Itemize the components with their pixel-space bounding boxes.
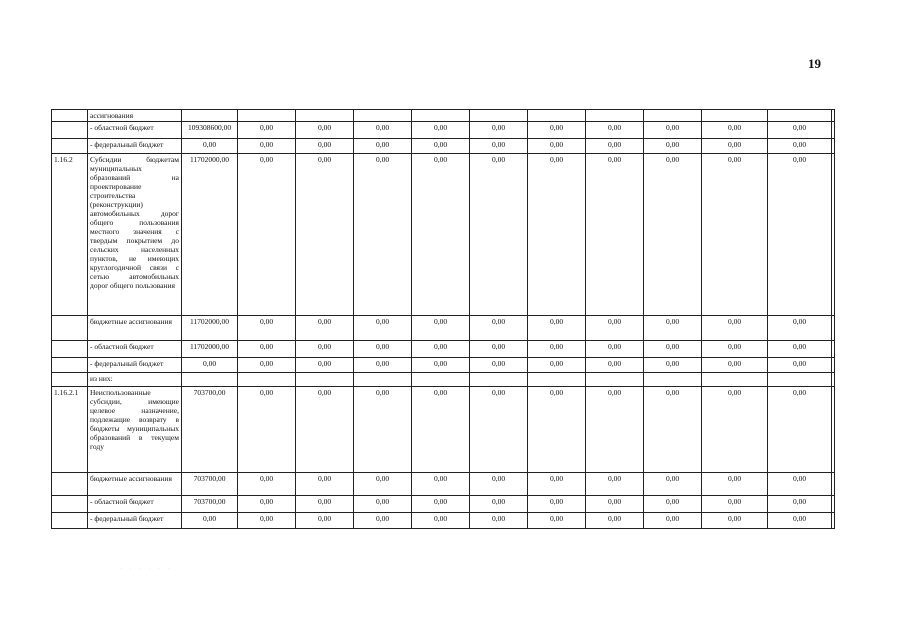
value-cell: 703700,00 <box>182 496 238 513</box>
value-cell: 0,00 <box>296 341 354 358</box>
row-code-cell <box>52 139 88 154</box>
table-row <box>52 154 835 316</box>
value-cell <box>528 373 586 387</box>
value-cell: 11702000,00 <box>182 154 238 316</box>
value-cell: 0,00 <box>412 316 470 341</box>
value-cell: 0,00 <box>296 473 354 496</box>
row-code-cell: 1.16.2.1 <box>52 387 88 473</box>
value-cell: 0,00 <box>238 139 296 154</box>
value-cell: 0,00 <box>296 496 354 513</box>
value-cell: 0,00 <box>238 316 296 341</box>
value-cell <box>586 110 644 122</box>
value-cell: 0,00 <box>238 358 296 373</box>
value-cell <box>832 154 835 316</box>
value-cell: 0,00 <box>470 387 528 473</box>
value-cell: 0,00 <box>586 496 644 513</box>
value-cell: 703700,00 <box>182 473 238 496</box>
value-cell: 0,00 <box>182 358 238 373</box>
value-cell: 0,00 <box>412 341 470 358</box>
value-cell: 0,00 <box>412 358 470 373</box>
table-row <box>52 496 835 513</box>
scan-artifact: · · · · · · <box>120 566 173 572</box>
value-cell <box>832 139 835 154</box>
value-cell <box>470 110 528 122</box>
value-cell: 0,00 <box>528 139 586 154</box>
value-cell <box>832 316 835 341</box>
value-cell: 0,00 <box>412 387 470 473</box>
value-cell: 11702000,00 <box>182 316 238 341</box>
value-cell <box>644 110 702 122</box>
value-cell: 0,00 <box>354 496 412 513</box>
value-cell: 0,00 <box>354 139 412 154</box>
value-cell <box>238 373 296 387</box>
value-cell: 0,00 <box>182 139 238 154</box>
value-cell <box>832 373 835 387</box>
value-cell: 0,00 <box>644 496 702 513</box>
value-cell: 0,00 <box>296 316 354 341</box>
value-cell: 0,00 <box>470 473 528 496</box>
value-cell: 0,00 <box>412 496 470 513</box>
value-cell: 0,00 <box>528 154 586 316</box>
value-cell <box>702 110 768 122</box>
row-description-cell: - федеральный бюджет <box>88 358 182 373</box>
value-cell <box>832 513 835 529</box>
row-description-cell: из них: <box>88 373 182 387</box>
table-row <box>52 473 835 496</box>
row-description-cell: - федеральный бюджет <box>88 513 182 529</box>
value-cell <box>768 373 832 387</box>
value-cell <box>644 373 702 387</box>
value-cell: 0,00 <box>768 358 832 373</box>
value-cell: 0,00 <box>644 154 702 316</box>
value-cell: 0,00 <box>354 387 412 473</box>
value-cell: 0,00 <box>768 513 832 529</box>
value-cell: 0,00 <box>702 513 768 529</box>
value-cell: 0,00 <box>354 122 412 139</box>
value-cell: 109308600,00 <box>182 122 238 139</box>
value-cell: 0,00 <box>586 316 644 341</box>
row-description-cell: - областной бюджет <box>88 496 182 513</box>
value-cell: 0,00 <box>702 316 768 341</box>
value-cell: 0,00 <box>768 122 832 139</box>
value-cell <box>412 110 470 122</box>
value-cell: 0,00 <box>644 122 702 139</box>
value-cell: 0,00 <box>238 496 296 513</box>
row-code-cell <box>52 513 88 529</box>
value-cell: 0,00 <box>182 513 238 529</box>
value-cell: 0,00 <box>470 154 528 316</box>
value-cell: 0,00 <box>768 139 832 154</box>
value-cell: 0,00 <box>644 387 702 473</box>
row-code-cell <box>52 122 88 139</box>
value-cell: 0,00 <box>354 473 412 496</box>
value-cell <box>354 373 412 387</box>
value-cell: 0,00 <box>470 139 528 154</box>
row-code-cell <box>52 110 88 122</box>
value-cell: 0,00 <box>644 473 702 496</box>
value-cell: 0,00 <box>238 387 296 473</box>
value-cell: 0,00 <box>586 473 644 496</box>
row-description-cell: - федеральный бюджет <box>88 139 182 154</box>
row-code-cell <box>52 473 88 496</box>
value-cell: 0,00 <box>354 341 412 358</box>
row-description-cell: бюджетные ассигнования <box>88 316 182 341</box>
value-cell: 0,00 <box>354 513 412 529</box>
value-cell: 0,00 <box>768 387 832 473</box>
value-cell: 0,00 <box>412 154 470 316</box>
value-cell: 0,00 <box>528 513 586 529</box>
value-cell: 0,00 <box>296 513 354 529</box>
budget-table <box>51 109 835 529</box>
row-code-cell <box>52 341 88 358</box>
row-description-cell: ассигнования <box>88 110 182 122</box>
value-cell <box>296 110 354 122</box>
row-code-cell <box>52 358 88 373</box>
value-cell <box>832 110 835 122</box>
value-cell: 0,00 <box>470 513 528 529</box>
value-cell: 0,00 <box>644 316 702 341</box>
row-code-cell <box>52 316 88 341</box>
table-row <box>52 316 835 341</box>
value-cell: 0,00 <box>354 316 412 341</box>
value-cell: 11702000,00 <box>182 341 238 358</box>
value-cell <box>470 373 528 387</box>
value-cell: 0,00 <box>470 341 528 358</box>
value-cell: 0,00 <box>470 358 528 373</box>
row-code-cell: 1.16.2 <box>52 154 88 316</box>
value-cell: 0,00 <box>644 341 702 358</box>
row-description-cell: бюджетные ассигнования <box>88 473 182 496</box>
value-cell: 0,00 <box>528 387 586 473</box>
value-cell: 0,00 <box>768 341 832 358</box>
table-row <box>52 110 835 122</box>
row-code-cell <box>52 373 88 387</box>
value-cell: 0,00 <box>412 122 470 139</box>
row-description-cell: Неиспользованные субсидии, имеющие целевое назначение, подлежащие возврату в бюджеты муниципальных образований в текущем году <box>88 387 182 473</box>
value-cell <box>832 496 835 513</box>
value-cell: 0,00 <box>238 122 296 139</box>
value-cell: 0,00 <box>296 358 354 373</box>
table-row <box>52 387 835 473</box>
value-cell <box>182 373 238 387</box>
value-cell: 0,00 <box>412 473 470 496</box>
value-cell: 0,00 <box>296 154 354 316</box>
value-cell <box>586 373 644 387</box>
value-cell: 0,00 <box>586 358 644 373</box>
value-cell: 0,00 <box>768 316 832 341</box>
value-cell: 0,00 <box>768 496 832 513</box>
value-cell: 0,00 <box>702 473 768 496</box>
value-cell <box>832 341 835 358</box>
value-cell: 0,00 <box>768 473 832 496</box>
value-cell: 0,00 <box>644 358 702 373</box>
value-cell <box>768 110 832 122</box>
value-cell <box>412 373 470 387</box>
value-cell: 0,00 <box>644 139 702 154</box>
value-cell: 0,00 <box>586 341 644 358</box>
value-cell: 0,00 <box>238 341 296 358</box>
table-row <box>52 358 835 373</box>
value-cell: 0,00 <box>702 341 768 358</box>
value-cell: 0,00 <box>528 122 586 139</box>
value-cell <box>296 373 354 387</box>
row-code-cell <box>52 496 88 513</box>
value-cell: 0,00 <box>528 316 586 341</box>
value-cell: 0,00 <box>528 473 586 496</box>
value-cell: 0,00 <box>354 358 412 373</box>
value-cell <box>832 122 835 139</box>
value-cell: 0,00 <box>296 139 354 154</box>
value-cell: 0,00 <box>528 358 586 373</box>
value-cell: 0,00 <box>702 496 768 513</box>
value-cell: 0,00 <box>238 473 296 496</box>
page-number: 19 <box>808 56 821 71</box>
value-cell: 0,00 <box>702 358 768 373</box>
value-cell: 0,00 <box>354 154 412 316</box>
value-cell <box>238 110 296 122</box>
value-cell: 0,00 <box>470 122 528 139</box>
value-cell: 0,00 <box>586 139 644 154</box>
value-cell <box>832 358 835 373</box>
value-cell: 703700,00 <box>182 387 238 473</box>
row-description-cell: - областной бюджет <box>88 341 182 358</box>
table-row <box>52 139 835 154</box>
value-cell: 0,00 <box>702 387 768 473</box>
value-cell: 0,00 <box>470 316 528 341</box>
value-cell: 0,00 <box>702 139 768 154</box>
value-cell: 0,00 <box>412 139 470 154</box>
value-cell <box>182 110 238 122</box>
value-cell: 0,00 <box>768 154 832 316</box>
value-cell: 0,00 <box>586 154 644 316</box>
value-cell <box>354 110 412 122</box>
value-cell: 0,00 <box>586 387 644 473</box>
value-cell <box>702 373 768 387</box>
table-row <box>52 341 835 358</box>
value-cell: 0,00 <box>702 154 768 316</box>
value-cell: 0,00 <box>702 122 768 139</box>
table-row <box>52 513 835 529</box>
value-cell: 0,00 <box>528 341 586 358</box>
value-cell <box>528 110 586 122</box>
table-row <box>52 122 835 139</box>
value-cell: 0,00 <box>296 387 354 473</box>
value-cell: 0,00 <box>586 122 644 139</box>
value-cell: 0,00 <box>528 496 586 513</box>
value-cell: 0,00 <box>470 496 528 513</box>
value-cell: 0,00 <box>412 513 470 529</box>
value-cell: 0,00 <box>238 513 296 529</box>
row-description-cell: Субсидии бюджетам муниципальных образований на проектирование строительства (реконструкции) автомобильных дорог общего пользования местного значения с твердым покрытием до сельских населенных пунктов, не имеющих круглогодичной связи с сетью автомобильных дорог общего пользования <box>88 154 182 316</box>
value-cell: 0,00 <box>238 154 296 316</box>
value-cell: 0,00 <box>296 122 354 139</box>
value-cell <box>832 387 835 473</box>
table-row <box>52 373 835 387</box>
value-cell <box>832 473 835 496</box>
row-description-cell: - областной бюджет <box>88 122 182 139</box>
value-cell: 0,00 <box>644 513 702 529</box>
value-cell: 0,00 <box>586 513 644 529</box>
